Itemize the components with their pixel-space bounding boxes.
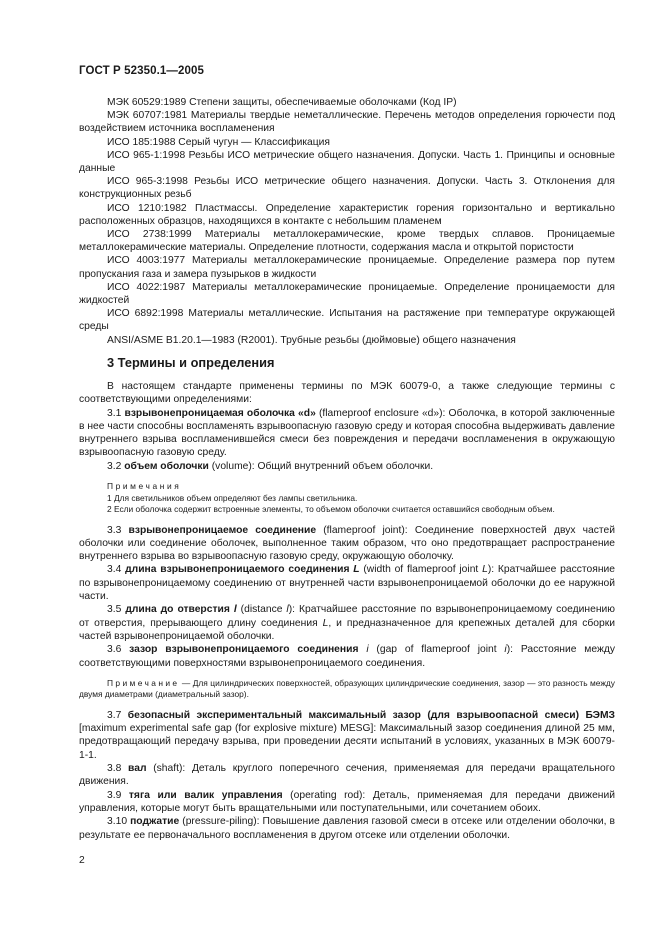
- term-definition: ): Расстояние между соответствующими поверхностями взрывонепроницаемого соединения.: [79, 644, 615, 669]
- term-symbol: L: [353, 564, 360, 576]
- term-3-10: [79, 815, 615, 842]
- term-name: длина до отверстия: [125, 604, 234, 616]
- term-symbol: L: [322, 617, 329, 629]
- term-number: 3.7: [107, 709, 122, 721]
- term-definition: (shaft): Деталь круглого поперечного сечения, применяемая для передачи вращательного движения.: [79, 763, 615, 788]
- term-number: 3.10: [107, 816, 128, 828]
- normative-references: [79, 96, 615, 347]
- reference-item: МЭК 60529:1989 Степени защиты, обеспечиваемые оболочками (Код IP): [107, 97, 457, 108]
- reference-item: ИСО 4022:1987 Материалы металлокерамические проницаемые. Определение проницаемости для жидкостей: [79, 281, 615, 307]
- term-3-6: [79, 643, 615, 670]
- term-name: безопасный экспериментальный максимальный зазор (для взрывоопасной смеси) БЭМЗ: [127, 709, 615, 721]
- term-name: взрывонепроницаемая оболочка «d»: [124, 407, 316, 419]
- term-3-3: [79, 524, 615, 564]
- term-3-9: [79, 789, 615, 816]
- term-number: 3.8: [107, 763, 122, 775]
- note-heading: Примечание: [107, 677, 180, 688]
- term-name: взрывонепроницаемое соединение: [128, 524, 317, 536]
- page-number: 2: [79, 855, 85, 866]
- term-symbol: l: [286, 604, 289, 616]
- term-name: зазор взрывонепроницаемого соединения: [129, 644, 359, 656]
- term-number: 3.3: [107, 524, 122, 536]
- term-name: поджатие: [130, 816, 180, 828]
- term-symbol: i: [504, 644, 507, 656]
- reference-item: ИСО 1210:1982 Пластмассы. Определение характеристик горения горизонтально и вертикально расположенных образцов, находящихся в контакте с небольшим пламенем: [79, 202, 615, 227]
- notes-heading: Примечания: [107, 481, 182, 492]
- term-3-5: [79, 603, 615, 643]
- reference-item: ИСО 185:1988 Серый чугун — Классификация: [107, 136, 331, 148]
- term-definition: ): Кратчайшее расстояние по взрывонепроницаемому соединению от внутренней части взрывонепроницаемой оболочки до ее наружной части.: [79, 564, 615, 603]
- term-definition: (flameproof enclosure «d»): Оболочка, в которой заключенные в нее части способны воспламенять взрывоопасную газовую среду и которая способна выдерживать давление внутреннего взрыва воспламенившейся смеси без повреждения и передачи воспламенения в окружающую взрывоопасную газовую среду.: [79, 407, 615, 459]
- term-number: 3.9: [107, 789, 122, 801]
- term-number: 3.6: [107, 644, 122, 656]
- note-1: 1 Для светильников объем определяют без лампы светильника.: [107, 492, 358, 503]
- section-title: 3 Термины и определения: [107, 355, 275, 370]
- term-name: вал: [128, 763, 147, 775]
- term-definition: ): Кратчайшее расстояние по взрывонепроницаемому соединению от отверстия, прерывающего длину соединения: [79, 604, 615, 629]
- term-definition: (volume): Общий внутренний объем оболочки.: [208, 460, 434, 472]
- note-text: — Для цилиндрических поверхностей, образующих цилиндрические соединения, зазор — это разность между двумя диаметрами (диаметральный зазор).: [79, 677, 615, 700]
- note-3-6: [79, 678, 615, 701]
- intro-paragraph: В настоящем стандарте применены термины по МЭК 60079-0, а также следующие термины с соответствующими определениями:: [79, 381, 615, 406]
- term-name: тяга или валик управления: [128, 789, 283, 801]
- term-definition: (flameproof joint): Соединение поверхностей двух частей оболочки или соединение оболочек, выполненное таким образом, что оно предотвращает распространение внутреннего взрыва во взрывоопасную газовую среду, окружающую оболочку.: [79, 524, 615, 563]
- reference-item: МЭК 60707:1981 Материалы твердые неметаллические. Перечень методов определения горючести под воздействием источника воспламенения: [79, 110, 615, 135]
- term-number: 3.2: [107, 460, 122, 472]
- term-3-1: [79, 407, 615, 460]
- term-3-2: [79, 460, 615, 473]
- reference-item: ИСО 4003:1977 Материалы металлокерамические проницаемые. Определение размера пор путем пропускания газа и замера пузырьков в жидкости: [79, 255, 615, 280]
- term-english: (gap of flameproof joint: [368, 644, 505, 656]
- term-definition-cont: , и предназначенное для крепежных деталей для сборки частей взрывонепроницаемой оболочки.: [79, 617, 615, 642]
- reference-item: ИСО 965-1:1998 Резьбы ИСО метрические общего назначения. Допуски. Часть 1. Принципы и основные данные: [79, 149, 615, 175]
- term-3-4: [79, 563, 615, 603]
- reference-item: ИСО 6892:1998 Материалы металлические. Испытания на растяжение при температуре окружающей среды: [79, 308, 615, 333]
- term-number: 3.5: [107, 604, 122, 616]
- term-number: 3.1: [107, 407, 122, 419]
- term-symbol: L: [482, 564, 488, 576]
- term-number: 3.4: [107, 564, 122, 576]
- term-definition: (operating rod): Деталь, применяемая для передачи движений управления, которые могут быть вращательными или поступательными, или сочетанием обоих.: [79, 789, 615, 814]
- terms-body: [79, 380, 615, 842]
- term-name: объем оболочки: [124, 460, 209, 472]
- term-3-7: [79, 709, 615, 762]
- term-name: длина взрывонепроницаемого соединения: [125, 564, 354, 576]
- reference-item: ИСО 2738:1999 Материалы металлокерамические, кроме твердых сплавов. Проницаемые металлокерамические материалы. Определение плотности, содержания масла и открытой пористости: [79, 229, 615, 254]
- term-symbol: i: [366, 644, 369, 656]
- term-english: (distance: [236, 604, 287, 616]
- term-english: (width of flameproof joint: [359, 564, 483, 576]
- term-definition: (pressure-piling): Повышение давления газовой смеси в отсеке или отделении оболочки, в результате ее первоначального воспламенения в другом отсеке или отделении оболочки.: [79, 816, 615, 841]
- reference-item: ИСО 965-3:1998 Резьбы ИСО метрические общего назначения. Допуски. Часть 3. Отклонения для конструкционных резьб: [79, 176, 615, 201]
- term-definition: [maximum experimental safe gap (for explosive mixture) MESG]: Максимальный зазор соединения длиной 25 мм, предотвращающий передачу взрыва, при проведении десяти испытаний в условиях, указанных в МЭК 60079-1-1.: [79, 723, 615, 761]
- term-3-8: [79, 762, 615, 789]
- reference-item: ANSI/ASME B1.20.1—1983 (R2001). Трубные резьбы (дюймовые) общего назначения: [107, 334, 516, 346]
- note-2: 2 Если оболочка содержит встроенные элементы, то объемом оболочки считается оставшийся свободным объем.: [107, 504, 555, 515]
- term-symbol: l: [233, 604, 237, 616]
- document-header: ГОСТ Р 52350.1—2005: [79, 65, 204, 77]
